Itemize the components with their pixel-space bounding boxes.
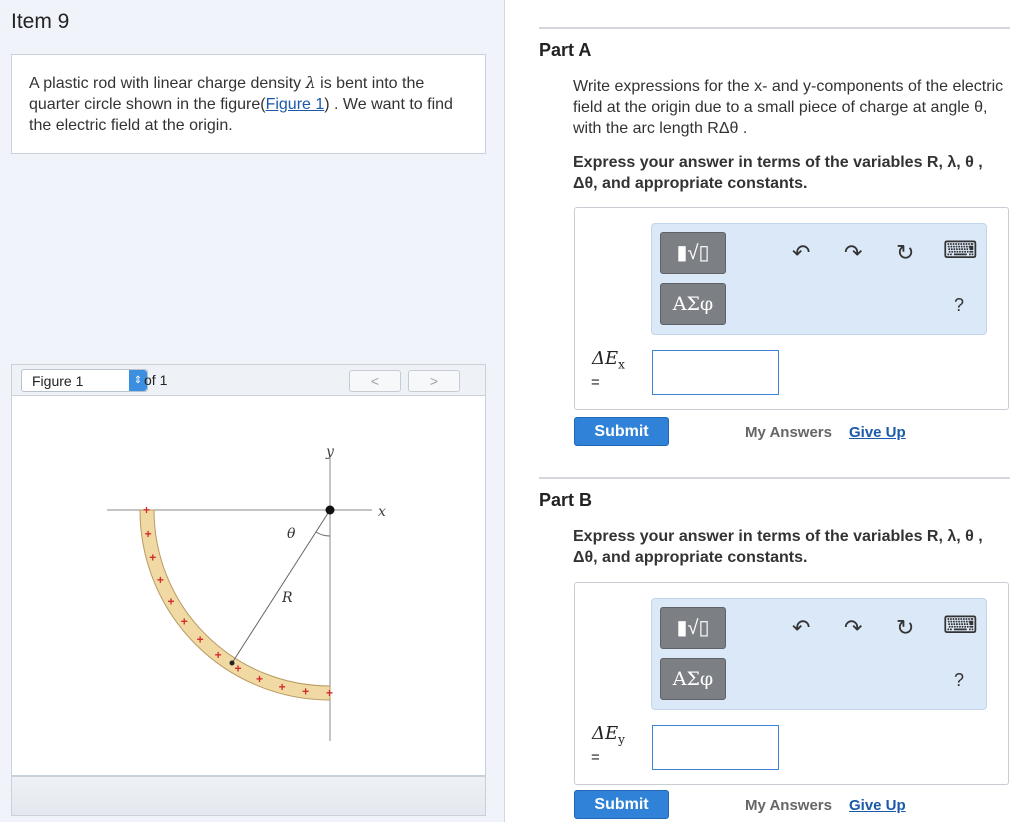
- redo-icon[interactable]: ↷: [844, 615, 863, 640]
- part-a-label: Part A: [539, 40, 592, 60]
- plus-sign: +: [302, 684, 310, 699]
- plus-sign: +: [256, 672, 264, 687]
- part-b-submit-button[interactable]: Submit: [574, 790, 669, 819]
- plus-sign: +: [326, 686, 334, 700]
- var-main: ΔE: [592, 723, 619, 744]
- lambda-symbol: λ: [305, 73, 316, 92]
- charge-element-dot: [230, 661, 235, 666]
- figure-footer-bar: [11, 776, 486, 816]
- y-axis-label: y: [326, 444, 334, 460]
- templates-button[interactable]: ▮√▯: [660, 232, 726, 274]
- plus-sign: +: [180, 614, 188, 629]
- figure-count: of 1: [144, 372, 168, 388]
- figure-select[interactable]: [21, 369, 148, 392]
- part-b-answer-box: [574, 582, 1009, 785]
- var-sub: y: [618, 732, 625, 747]
- radius-line: [232, 510, 330, 663]
- item-title: Item 9: [11, 10, 70, 33]
- quarter-circle-rod-figure: [12, 396, 487, 776]
- part-a-prompt: Write expressions for the x- and y-components of the electric field at the origin due to a small piece of charge at angle θ, with the arc length RΔθ .: [573, 78, 1004, 137]
- prev-figure-button[interactable]: <: [349, 370, 401, 392]
- part-a-submit-button[interactable]: Submit: [574, 417, 669, 446]
- part-a-variable-label: [592, 348, 625, 372]
- part-b-answer-input[interactable]: [652, 725, 779, 770]
- problem-text-1: A plastic rod with linear charge density: [29, 75, 306, 92]
- keyboard-icon[interactable]: ⌨: [943, 237, 978, 264]
- next-figure-button[interactable]: >: [408, 370, 460, 392]
- part-b-math-toolbar: [651, 598, 987, 710]
- plus-sign: +: [156, 573, 164, 587]
- charge-signs: [143, 503, 333, 700]
- figure-canvas: [11, 396, 486, 776]
- symbols-button[interactable]: ΑΣφ: [660, 283, 726, 325]
- select-arrows-icon: ⇕: [129, 370, 147, 391]
- part-b-instructions: Express your answer in terms of the variables R, λ, θ , Δθ, and appropriate constants.: [573, 528, 983, 566]
- problem-text-2: is bent into the quarter circle shown in the figure(: [29, 75, 425, 113]
- plus-sign: +: [143, 503, 151, 517]
- help-icon[interactable]: ?: [953, 670, 964, 690]
- problem-pane: [0, 0, 505, 822]
- plus-sign: +: [214, 648, 222, 663]
- angle-arc: [316, 532, 330, 536]
- part-a-instructions: Express your answer in terms of the variables R, λ, θ , Δθ, and appropriate constants.: [573, 154, 983, 192]
- redo-icon[interactable]: ↷: [844, 240, 863, 265]
- part-a-divider: [539, 27, 1010, 29]
- undo-icon[interactable]: ↶: [792, 240, 811, 265]
- plus-sign: +: [149, 550, 157, 565]
- problem-statement: [11, 54, 486, 154]
- plus-sign: +: [196, 632, 204, 647]
- help-icon[interactable]: ?: [953, 295, 964, 315]
- part-a-answer-input[interactable]: [652, 350, 779, 395]
- problem-text-3: ) . We want to find the electric field at the origin.: [29, 96, 453, 134]
- var-main: ΔE: [592, 348, 619, 369]
- part-b-my-answers-link[interactable]: My Answers: [745, 797, 832, 814]
- keyboard-icon[interactable]: ⌨: [943, 612, 978, 639]
- templates-button[interactable]: ▮√▯: [660, 607, 726, 649]
- plus-sign: +: [144, 526, 152, 541]
- x-axis-label: x: [378, 504, 386, 520]
- part-a-my-answers-link[interactable]: My Answers: [745, 424, 832, 441]
- plus-sign: +: [167, 594, 175, 609]
- var-sub: x: [618, 357, 625, 372]
- plus-sign: +: [278, 679, 286, 694]
- part-a-math-toolbar: [651, 223, 987, 335]
- part-a-answer-box: [574, 207, 1009, 410]
- part-b-divider: [539, 477, 1010, 479]
- radius-label: R: [282, 590, 293, 606]
- undo-icon[interactable]: ↶: [792, 615, 811, 640]
- part-a-give-up-link[interactable]: Give Up: [849, 424, 906, 441]
- part-b-give-up-link[interactable]: Give Up: [849, 797, 906, 814]
- part-b-equals: =: [591, 749, 600, 766]
- origin-point: [326, 506, 335, 515]
- figure-navigation-bar: [11, 364, 486, 396]
- theta-label: θ: [287, 526, 296, 542]
- plus-sign: +: [234, 661, 242, 676]
- figure-select-value: Figure 1: [32, 373, 84, 389]
- symbols-button[interactable]: ΑΣφ: [660, 658, 726, 700]
- part-b-label: Part B: [539, 490, 593, 510]
- figure-link[interactable]: Figure 1: [265, 96, 325, 113]
- reset-icon[interactable]: ↻: [896, 615, 915, 640]
- part-a-equals: =: [591, 374, 600, 391]
- part-b-variable-label: [592, 723, 625, 747]
- reset-icon[interactable]: ↻: [896, 240, 915, 265]
